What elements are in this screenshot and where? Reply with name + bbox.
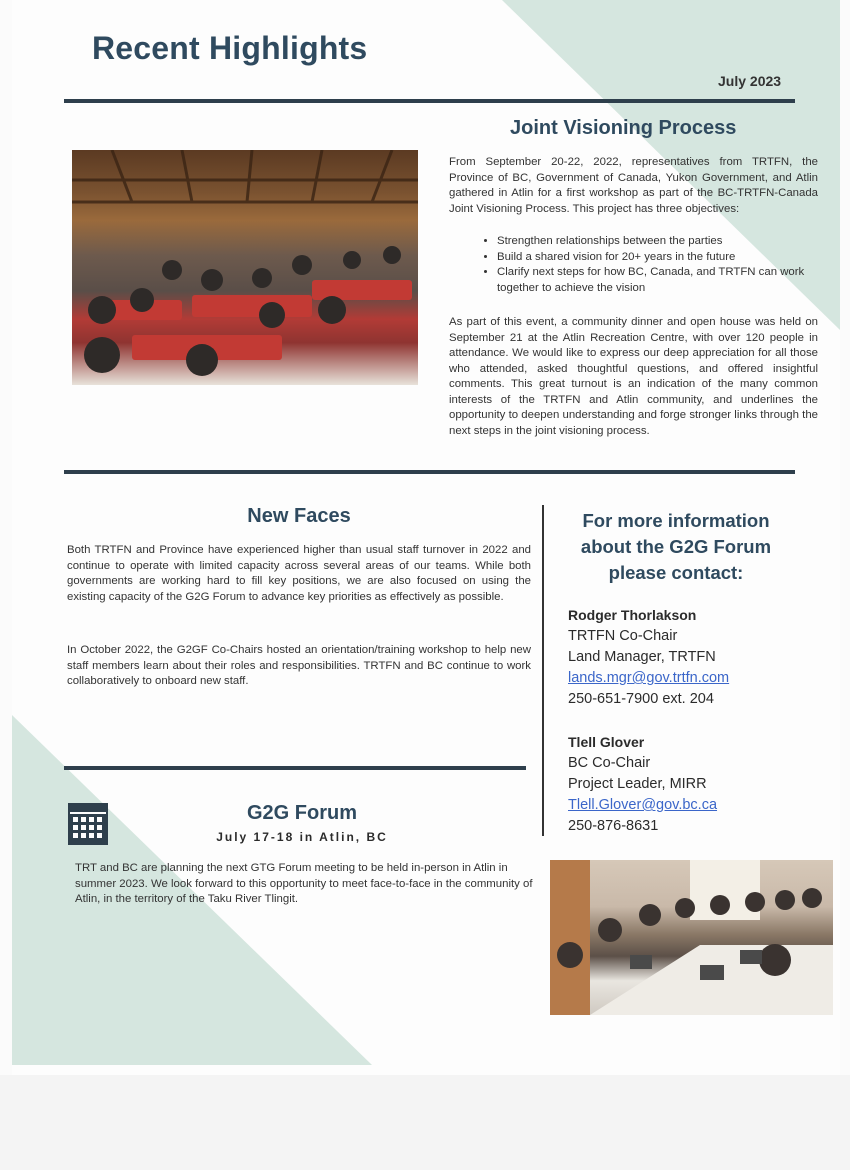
contact-title: Project Leader, MIRR xyxy=(568,776,707,792)
contact-role: BC Co-Chair xyxy=(568,755,651,771)
page-title: Recent Highlights xyxy=(92,30,368,66)
contact-heading-line: For more information xyxy=(582,510,770,531)
contact-card xyxy=(568,605,729,710)
contact-role: TRTFN Co-Chair xyxy=(568,628,678,644)
joint-visioning-intro: From September 20-22, 2022, representatives from TRTFN, the Province of BC, Government of Canada, Yukon Government, and Atlin gathered in Atlin for a first workshop as part of the BC-TRTFN-Canada Joint Visioning Process. This project has three objectives: xyxy=(449,156,818,215)
community-hall-photo xyxy=(72,150,418,385)
objective-item: • Clarify next steps for how BC, Canada, and TRTFN can work together to achieve the vision xyxy=(497,265,827,296)
objective-item: • Strengthen relationships between the parties xyxy=(497,234,827,250)
g2g-divider xyxy=(64,766,526,770)
joint-visioning-body: As part of this event, a community dinner and open house was held on September 21 at the Atlin Recreation Centre, with over 120 people in attendance. We would like to express our deep appreciation for all those who attended, asked thoughtful questions, and offered insightful comments. This great turnout is an indication of the many common interests of the TRTFN and Atlin community, and underlines the opportunity to deepen understanding and forge stronger links through the next steps in the joint visioning process. xyxy=(449,316,818,437)
g2g-forum-body: TRT and BC are planning the next GTG Forum meeting to be held in-person in Atlin in summer 2023. We look forward to this opportunity to meet face-to-face in the community of Atlin, in the territory of the Taku River Tlingit. xyxy=(75,862,533,905)
meeting-photo xyxy=(550,860,833,1015)
top-divider xyxy=(64,99,795,103)
newsletter-page xyxy=(12,0,840,1075)
contact-heading-line: about the G2G Forum xyxy=(580,536,772,557)
g2g-forum-heading: G2G Forum xyxy=(246,802,357,824)
column-divider xyxy=(542,505,544,836)
g2g-forum-dates: July 17-18 in Atlin, BC xyxy=(216,830,388,844)
contact-phone: 250-876-8631 xyxy=(568,818,659,834)
contact-name: Rodger Thorlakson xyxy=(568,607,697,623)
new-faces-para-1: Both TRTFN and Province have experienced higher than usual staff turnover in 2022 and continue to operate with limited capacity across several areas of our teams. While both governments are working hard to fill key positions, we are also focused on using the existing capacity of the G2G Forum to advance key priorities as effectively as possible. xyxy=(67,544,531,603)
contact-name: Tlell Glover xyxy=(568,734,645,750)
joint-visioning-heading: Joint Visioning Process xyxy=(510,117,737,139)
issue-date: July 2023 xyxy=(718,73,782,89)
contact-phone: 250-651-7900 ext. 204 xyxy=(568,691,714,707)
contact-heading-line: please contact: xyxy=(608,562,744,583)
contact-title: Land Manager, TRTFN xyxy=(568,649,716,665)
contact-email-link[interactable]: Tlell.Glover@gov.bc.ca xyxy=(568,797,718,813)
objective-item: • Build a shared vision for 20+ years in the future xyxy=(497,250,827,266)
contact-card xyxy=(568,732,717,837)
scan-margin xyxy=(0,1075,850,1170)
contact-email-link[interactable]: lands.mgr@gov.trtfn.com xyxy=(568,670,730,686)
middle-divider xyxy=(64,470,795,474)
calendar-icon xyxy=(68,803,108,845)
objectives-list xyxy=(464,234,827,296)
contact-heading xyxy=(560,508,792,586)
new-faces-para-2: In October 2022, the G2GF Co-Chairs hosted an orientation/training workshop to help new staff members learn about their roles and responsibilities. TRTFN and BC continue to work collaboratively to onboard new staff. xyxy=(67,644,531,687)
new-faces-heading: New Faces xyxy=(247,505,351,527)
